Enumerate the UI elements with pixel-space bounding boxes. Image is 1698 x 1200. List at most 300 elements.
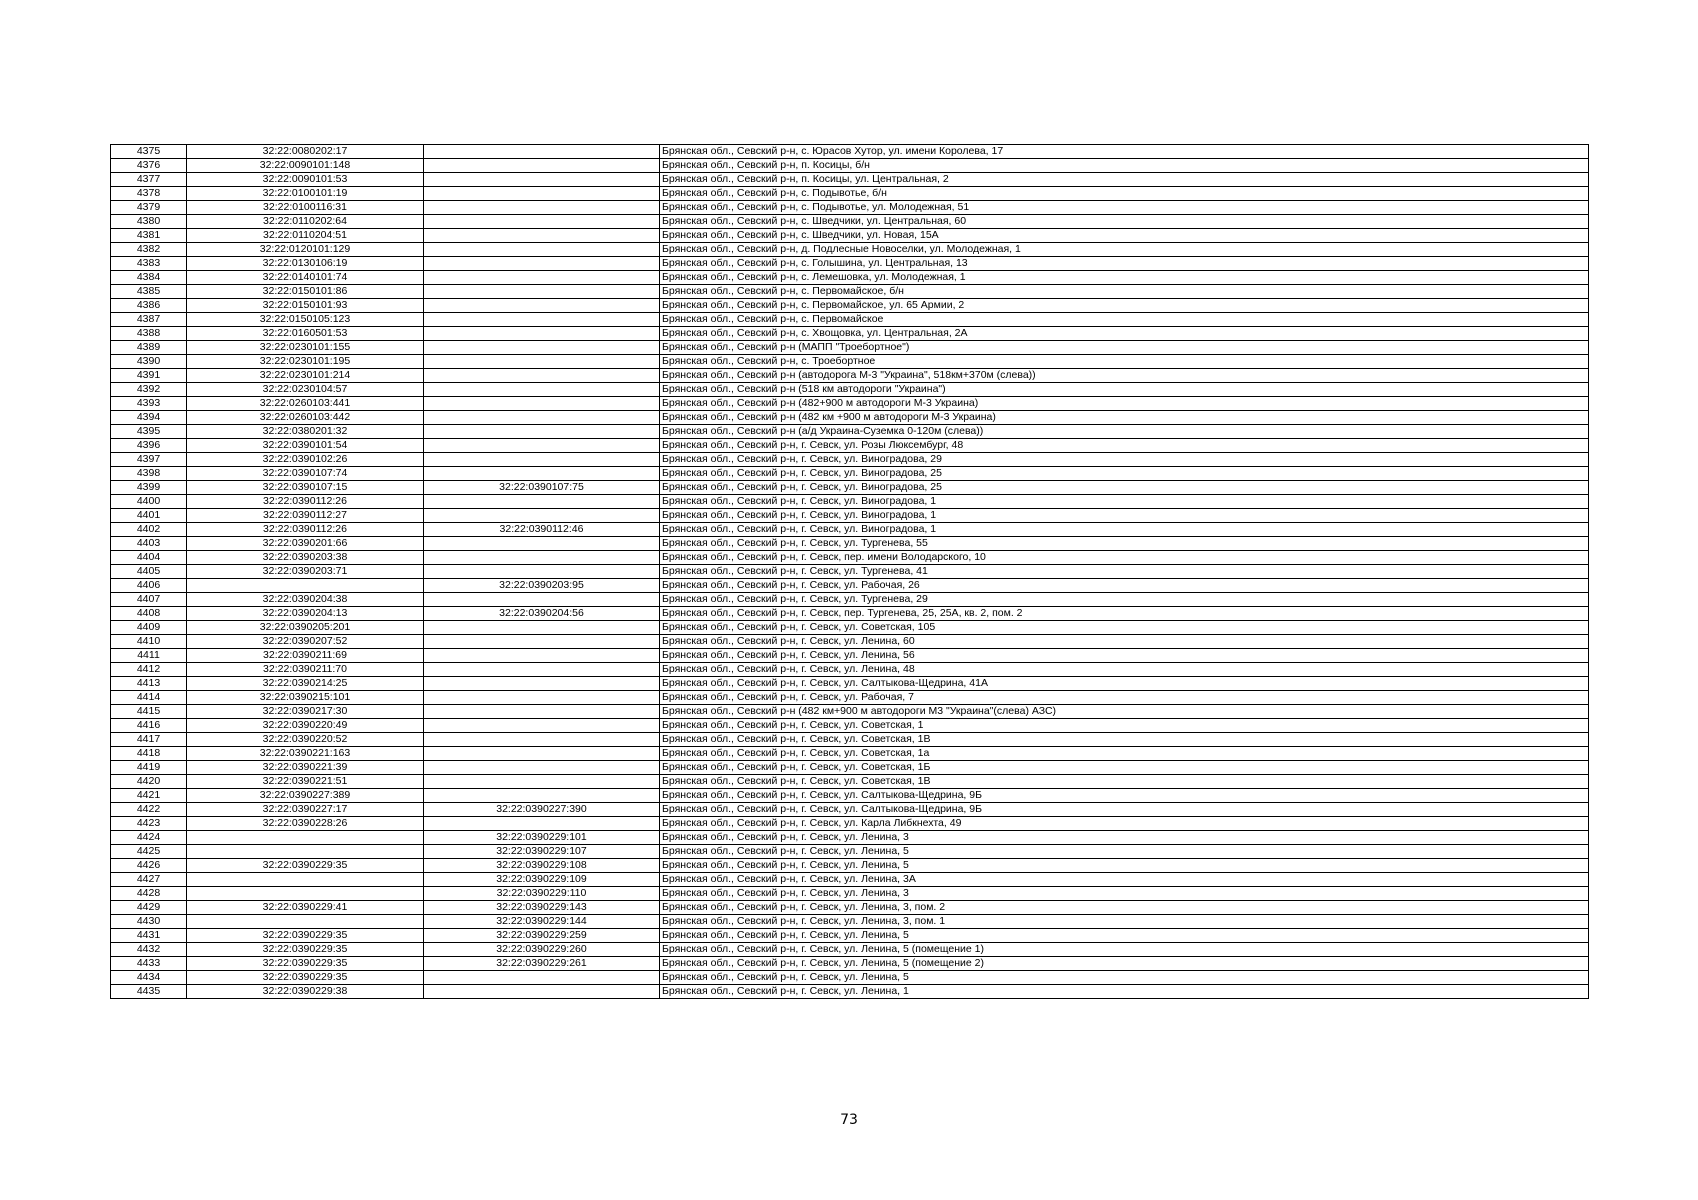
related-cadastral-number-cell xyxy=(424,159,660,173)
table-row xyxy=(111,355,1589,369)
table-row xyxy=(111,943,1589,957)
cadastral-number-cell: 32:22:0390203:38 xyxy=(187,551,424,565)
address-cell: Брянская обл., Севский р-н, с. Первомайское, ул. 65 Армии, 2 xyxy=(660,299,1589,313)
cadastral-number-cell: 32:22:0390229:35 xyxy=(187,971,424,985)
address-cell: Брянская обл., Севский р-н, с. Первомайское, б/н xyxy=(660,285,1589,299)
related-cadastral-number-cell: 32:22:0390229:110 xyxy=(424,887,660,901)
related-cadastral-number-cell: 32:22:0390203:95 xyxy=(424,579,660,593)
table-row xyxy=(111,243,1589,257)
address-cell: Брянская обл., Севский р-н, г. Севск, ул. Ленина, 48 xyxy=(660,663,1589,677)
related-cadastral-number-cell xyxy=(424,467,660,481)
address-cell: Брянская обл., Севский р-н, г. Севск, ул. Тургенева, 41 xyxy=(660,565,1589,579)
cadastral-number-cell: 32:22:0390229:35 xyxy=(187,859,424,873)
related-cadastral-number-cell: 32:22:0390229:109 xyxy=(424,873,660,887)
table-row xyxy=(111,845,1589,859)
related-cadastral-number-cell xyxy=(424,719,660,733)
related-cadastral-number-cell: 32:22:0390229:260 xyxy=(424,943,660,957)
row-number-cell: 4398 xyxy=(111,467,187,481)
address-cell: Брянская обл., Севский р-н, п. Косицы, б/н xyxy=(660,159,1589,173)
related-cadastral-number-cell xyxy=(424,187,660,201)
row-number-cell: 4426 xyxy=(111,859,187,873)
table-row xyxy=(111,411,1589,425)
cadastral-number-cell: 32:22:0110204:51 xyxy=(187,229,424,243)
row-number-cell: 4393 xyxy=(111,397,187,411)
row-number-cell: 4376 xyxy=(111,159,187,173)
table-row xyxy=(111,271,1589,285)
row-number-cell: 4408 xyxy=(111,607,187,621)
address-cell: Брянская обл., Севский р-н, г. Севск, ул. Карла Либкнехта, 49 xyxy=(660,817,1589,831)
cadastral-number-cell: 32:22:0390102:26 xyxy=(187,453,424,467)
cadastral-number-cell: 32:22:0390220:52 xyxy=(187,733,424,747)
address-cell: Брянская обл., Севский р-н, г. Севск, ул. Ленина, 5 (помещение 2) xyxy=(660,957,1589,971)
table-row xyxy=(111,929,1589,943)
related-cadastral-number-cell xyxy=(424,383,660,397)
table-row xyxy=(111,327,1589,341)
address-cell: Брянская обл., Севский р-н, г. Севск, ул. Виноградова, 25 xyxy=(660,481,1589,495)
address-cell: Брянская обл., Севский р-н, г. Севск, ул. Советская, 1Б xyxy=(660,761,1589,775)
cadastral-number-cell: 32:22:0230101:155 xyxy=(187,341,424,355)
row-number-cell: 4420 xyxy=(111,775,187,789)
table-row xyxy=(111,691,1589,705)
cadastral-number-cell: 32:22:0090101:148 xyxy=(187,159,424,173)
related-cadastral-number-cell xyxy=(424,173,660,187)
table-row xyxy=(111,887,1589,901)
row-number-cell: 4389 xyxy=(111,341,187,355)
row-number-cell: 4406 xyxy=(111,579,187,593)
table-row xyxy=(111,761,1589,775)
address-cell: Брянская обл., Севский р-н, г. Севск, ул. Советская, 1а xyxy=(660,747,1589,761)
address-cell: Брянская обл., Севский р-н, г. Севск, ул. Тургенева, 29 xyxy=(660,593,1589,607)
cadastral-number-cell: 32:22:0260103:442 xyxy=(187,411,424,425)
table-row xyxy=(111,257,1589,271)
related-cadastral-number-cell xyxy=(424,733,660,747)
related-cadastral-number-cell xyxy=(424,425,660,439)
cadastral-number-cell: 32:22:0390207:52 xyxy=(187,635,424,649)
address-cell: Брянская обл., Севский р-н, г. Севск, ул. Салтыкова-Щедрина, 9Б xyxy=(660,789,1589,803)
address-cell: Брянская обл., Севский р-н, г. Севск, ул. Советская, 1В xyxy=(660,733,1589,747)
row-number-cell: 4385 xyxy=(111,285,187,299)
address-cell: Брянская обл., Севский р-н, г. Севск, ул. Ленина, 5 xyxy=(660,971,1589,985)
row-number-cell: 4412 xyxy=(111,663,187,677)
address-cell: Брянская обл., Севский р-н (482 км +900 м автодороги М-3 Украина) xyxy=(660,411,1589,425)
related-cadastral-number-cell xyxy=(424,411,660,425)
table-row xyxy=(111,579,1589,593)
table-body xyxy=(111,145,1589,999)
cadastral-number-cell: 32:22:0390215:101 xyxy=(187,691,424,705)
row-number-cell: 4432 xyxy=(111,943,187,957)
address-cell: Брянская обл., Севский р-н, г. Севск, ул. Ленина, 3, пом. 2 xyxy=(660,901,1589,915)
address-cell: Брянская обл., Севский р-н, с. Лемешовка, ул. Молодежная, 1 xyxy=(660,271,1589,285)
related-cadastral-number-cell xyxy=(424,313,660,327)
row-number-cell: 4402 xyxy=(111,523,187,537)
cadastral-number-cell: 32:22:0160501:53 xyxy=(187,327,424,341)
related-cadastral-number-cell xyxy=(424,369,660,383)
cadastral-number-cell: 32:22:0390112:26 xyxy=(187,495,424,509)
address-cell: Брянская обл., Севский р-н, г. Севск, ул. Ленина, 3А xyxy=(660,873,1589,887)
row-number-cell: 4400 xyxy=(111,495,187,509)
table-row xyxy=(111,481,1589,495)
row-number-cell: 4415 xyxy=(111,705,187,719)
address-cell: Брянская обл., Севский р-н, г. Севск, ул. Советская, 105 xyxy=(660,621,1589,635)
address-cell: Брянская обл., Севский р-н, г. Севск, ул. Ленина, 3 xyxy=(660,831,1589,845)
row-number-cell: 4401 xyxy=(111,509,187,523)
table-row xyxy=(111,565,1589,579)
cadastral-number-cell: 32:22:0390205:201 xyxy=(187,621,424,635)
address-cell: Брянская обл., Севский р-н, г. Севск, ул. Виноградова, 1 xyxy=(660,495,1589,509)
related-cadastral-number-cell xyxy=(424,649,660,663)
related-cadastral-number-cell: 32:22:0390229:101 xyxy=(424,831,660,845)
cadastral-number-cell: 32:22:0390112:27 xyxy=(187,509,424,523)
address-cell: Брянская обл., Севский р-н (МАПП "Троебортное") xyxy=(660,341,1589,355)
row-number-cell: 4417 xyxy=(111,733,187,747)
table-row xyxy=(111,425,1589,439)
table-row xyxy=(111,299,1589,313)
table-row xyxy=(111,159,1589,173)
cadastral-number-cell: 32:22:0390211:69 xyxy=(187,649,424,663)
table-row xyxy=(111,187,1589,201)
row-number-cell: 4384 xyxy=(111,271,187,285)
table-row xyxy=(111,397,1589,411)
address-cell: Брянская обл., Севский р-н, г. Севск, ул. Ленина, 1 xyxy=(660,985,1589,999)
table-row xyxy=(111,635,1589,649)
address-cell: Брянская обл., Севский р-н, г. Севск, ул. Рабочая, 7 xyxy=(660,691,1589,705)
address-cell: Брянская обл., Севский р-н (автодорога М-3 "Украина", 518км+370м (слева)) xyxy=(660,369,1589,383)
cadastral-number-cell: 32:22:0390220:49 xyxy=(187,719,424,733)
cadastral-number-cell: 32:22:0390107:74 xyxy=(187,467,424,481)
cadastral-number-cell: 32:22:0150101:93 xyxy=(187,299,424,313)
table-row xyxy=(111,369,1589,383)
cadastral-number-cell: 32:22:0140101:74 xyxy=(187,271,424,285)
row-number-cell: 4435 xyxy=(111,985,187,999)
table-row xyxy=(111,677,1589,691)
cadastral-number-cell: 32:22:0390201:66 xyxy=(187,537,424,551)
cadastral-number-cell: 32:22:0390229:35 xyxy=(187,929,424,943)
row-number-cell: 4379 xyxy=(111,201,187,215)
cadastral-number-cell: 32:22:0390228:26 xyxy=(187,817,424,831)
related-cadastral-number-cell xyxy=(424,495,660,509)
cadastral-number-cell: 32:22:0390227:389 xyxy=(187,789,424,803)
cadastral-number-cell: 32:22:0390204:13 xyxy=(187,607,424,621)
address-cell: Брянская обл., Севский р-н, г. Севск, ул. Виноградова, 1 xyxy=(660,509,1589,523)
row-number-cell: 4390 xyxy=(111,355,187,369)
row-number-cell: 4403 xyxy=(111,537,187,551)
address-cell: Брянская обл., Севский р-н, г. Севск, ул. Ленина, 5 xyxy=(660,859,1589,873)
row-number-cell: 4409 xyxy=(111,621,187,635)
address-cell: Брянская обл., Севский р-н, с. Шведчики, ул. Новая, 15А xyxy=(660,229,1589,243)
row-number-cell: 4377 xyxy=(111,173,187,187)
related-cadastral-number-cell xyxy=(424,565,660,579)
cadastral-number-cell: 32:22:0390229:41 xyxy=(187,901,424,915)
row-number-cell: 4431 xyxy=(111,929,187,943)
address-cell: Брянская обл., Севский р-н (а/д Украина-Суземка 0-120м (слева)) xyxy=(660,425,1589,439)
table-row xyxy=(111,831,1589,845)
address-cell: Брянская обл., Севский р-н, д. Подлесные Новоселки, ул. Молодежная, 1 xyxy=(660,243,1589,257)
table-row xyxy=(111,495,1589,509)
row-number-cell: 4410 xyxy=(111,635,187,649)
row-number-cell: 4424 xyxy=(111,831,187,845)
row-number-cell: 4381 xyxy=(111,229,187,243)
address-cell: Брянская обл., Севский р-н, п. Косицы, ул. Центральная, 2 xyxy=(660,173,1589,187)
related-cadastral-number-cell: 32:22:0390107:75 xyxy=(424,481,660,495)
cadastral-number-cell: 32:22:0380201:32 xyxy=(187,425,424,439)
row-number-cell: 4383 xyxy=(111,257,187,271)
cadastral-number-cell: 32:22:0390101:54 xyxy=(187,439,424,453)
related-cadastral-number-cell xyxy=(424,397,660,411)
row-number-cell: 4387 xyxy=(111,313,187,327)
related-cadastral-number-cell: 32:22:0390229:108 xyxy=(424,859,660,873)
cadastral-number-cell: 32:22:0390211:70 xyxy=(187,663,424,677)
address-cell: Брянская обл., Севский р-н, г. Севск, ул. Ленина, 3, пом. 1 xyxy=(660,915,1589,929)
row-number-cell: 4434 xyxy=(111,971,187,985)
row-number-cell: 4423 xyxy=(111,817,187,831)
table-row xyxy=(111,509,1589,523)
related-cadastral-number-cell xyxy=(424,299,660,313)
page-number: 73 xyxy=(840,1112,858,1128)
row-number-cell: 4416 xyxy=(111,719,187,733)
cadastral-number-cell: 32:22:0230101:214 xyxy=(187,369,424,383)
address-cell: Брянская обл., Севский р-н, с. Первомайское xyxy=(660,313,1589,327)
related-cadastral-number-cell xyxy=(424,621,660,635)
table-row xyxy=(111,215,1589,229)
address-cell: Брянская обл., Севский р-н (482 км+900 м автодороги М3 "Украина"(слева) АЗС) xyxy=(660,705,1589,719)
cadastral-number-cell xyxy=(187,579,424,593)
table-row xyxy=(111,523,1589,537)
table-row xyxy=(111,607,1589,621)
table-row xyxy=(111,383,1589,397)
cadastral-number-cell xyxy=(187,887,424,901)
related-cadastral-number-cell xyxy=(424,551,660,565)
related-cadastral-number-cell xyxy=(424,341,660,355)
cadastral-number-cell: 32:22:0110202:64 xyxy=(187,215,424,229)
table-row xyxy=(111,803,1589,817)
row-number-cell: 4375 xyxy=(111,145,187,159)
cadastral-number-cell xyxy=(187,915,424,929)
address-cell: Брянская обл., Севский р-н, г. Севск, ул. Рабочая, 26 xyxy=(660,579,1589,593)
row-number-cell: 4386 xyxy=(111,299,187,313)
row-number-cell: 4395 xyxy=(111,425,187,439)
address-cell: Брянская обл., Севский р-н (518 км автодороги "Украина") xyxy=(660,383,1589,397)
address-cell: Брянская обл., Севский р-н, г. Севск, ул. Советская, 1 xyxy=(660,719,1589,733)
address-cell: Брянская обл., Севский р-н, г. Севск, ул. Салтыкова-Щедрина, 41А xyxy=(660,677,1589,691)
related-cadastral-number-cell xyxy=(424,355,660,369)
address-cell: Брянская обл., Севский р-н, г. Севск, ул. Тургенева, 55 xyxy=(660,537,1589,551)
row-number-cell: 4429 xyxy=(111,901,187,915)
row-number-cell: 4433 xyxy=(111,957,187,971)
cadastral-number-cell: 32:22:0390229:35 xyxy=(187,957,424,971)
row-number-cell: 4396 xyxy=(111,439,187,453)
related-cadastral-number-cell xyxy=(424,537,660,551)
table-row xyxy=(111,747,1589,761)
address-cell: Брянская обл., Севский р-н, с. Троебортное xyxy=(660,355,1589,369)
table-row xyxy=(111,145,1589,159)
address-cell: Брянская обл., Севский р-н, г. Севск, ул. Ленина, 5 (помещение 1) xyxy=(660,943,1589,957)
row-number-cell: 4399 xyxy=(111,481,187,495)
table-row xyxy=(111,173,1589,187)
table-row xyxy=(111,313,1589,327)
related-cadastral-number-cell xyxy=(424,971,660,985)
address-cell: Брянская обл., Севский р-н, г. Севск, ул. Виноградова, 29 xyxy=(660,453,1589,467)
table-row xyxy=(111,789,1589,803)
row-number-cell: 4388 xyxy=(111,327,187,341)
cadastral-number-cell: 32:22:0390217:30 xyxy=(187,705,424,719)
row-number-cell: 4427 xyxy=(111,873,187,887)
related-cadastral-number-cell: 32:22:0390229:261 xyxy=(424,957,660,971)
cadastral-number-cell: 32:22:0100101:19 xyxy=(187,187,424,201)
row-number-cell: 4425 xyxy=(111,845,187,859)
related-cadastral-number-cell: 32:22:0390112:46 xyxy=(424,523,660,537)
row-number-cell: 4428 xyxy=(111,887,187,901)
table-row xyxy=(111,985,1589,999)
address-cell: Брянская обл., Севский р-н, г. Севск, ул. Ленина, 5 xyxy=(660,929,1589,943)
cadastral-number-cell: 32:22:0390214:25 xyxy=(187,677,424,691)
related-cadastral-number-cell xyxy=(424,271,660,285)
row-number-cell: 4382 xyxy=(111,243,187,257)
row-number-cell: 4430 xyxy=(111,915,187,929)
cadastral-number-cell: 32:22:0260103:441 xyxy=(187,397,424,411)
cadastral-number-cell: 32:22:0080202:17 xyxy=(187,145,424,159)
row-number-cell: 4391 xyxy=(111,369,187,383)
row-number-cell: 4378 xyxy=(111,187,187,201)
cadastral-number-cell xyxy=(187,845,424,859)
table-row xyxy=(111,453,1589,467)
related-cadastral-number-cell xyxy=(424,285,660,299)
row-number-cell: 4407 xyxy=(111,593,187,607)
table-row xyxy=(111,859,1589,873)
address-cell: Брянская обл., Севский р-н, с. Шведчики, ул. Центральная, 60 xyxy=(660,215,1589,229)
cadastral-number-cell: 32:22:0150101:86 xyxy=(187,285,424,299)
related-cadastral-number-cell xyxy=(424,789,660,803)
cadastral-number-cell: 32:22:0390227:17 xyxy=(187,803,424,817)
row-number-cell: 4411 xyxy=(111,649,187,663)
table-row xyxy=(111,621,1589,635)
related-cadastral-number-cell: 32:22:0390227:390 xyxy=(424,803,660,817)
cadastral-number-cell: 32:22:0390107:15 xyxy=(187,481,424,495)
related-cadastral-number-cell xyxy=(424,243,660,257)
cadastral-number-cell: 32:22:0390203:71 xyxy=(187,565,424,579)
table-row xyxy=(111,341,1589,355)
table-row xyxy=(111,719,1589,733)
related-cadastral-number-cell xyxy=(424,691,660,705)
related-cadastral-number-cell xyxy=(424,775,660,789)
cadastral-number-cell: 32:22:0390221:51 xyxy=(187,775,424,789)
cadastral-number-cell: 32:22:0230101:195 xyxy=(187,355,424,369)
cadastral-number-cell: 32:22:0090101:53 xyxy=(187,173,424,187)
related-cadastral-number-cell: 32:22:0390229:107 xyxy=(424,845,660,859)
related-cadastral-number-cell xyxy=(424,201,660,215)
table-row xyxy=(111,439,1589,453)
related-cadastral-number-cell xyxy=(424,509,660,523)
related-cadastral-number-cell xyxy=(424,439,660,453)
related-cadastral-number-cell xyxy=(424,257,660,271)
table-row xyxy=(111,915,1589,929)
table-row xyxy=(111,817,1589,831)
cadastral-number-cell xyxy=(187,873,424,887)
row-number-cell: 4418 xyxy=(111,747,187,761)
cadastral-number-cell: 32:22:0100116:31 xyxy=(187,201,424,215)
related-cadastral-number-cell xyxy=(424,761,660,775)
row-number-cell: 4413 xyxy=(111,677,187,691)
address-cell: Брянская обл., Севский р-н, г. Севск, ул. Ленина, 3 xyxy=(660,887,1589,901)
related-cadastral-number-cell xyxy=(424,327,660,341)
table-row xyxy=(111,775,1589,789)
table-row xyxy=(111,971,1589,985)
related-cadastral-number-cell xyxy=(424,985,660,999)
related-cadastral-number-cell xyxy=(424,145,660,159)
address-cell: Брянская обл., Севский р-н (482+900 м автодороги М-3 Украина) xyxy=(660,397,1589,411)
table-row xyxy=(111,957,1589,971)
related-cadastral-number-cell xyxy=(424,635,660,649)
table-row xyxy=(111,537,1589,551)
row-number-cell: 4404 xyxy=(111,551,187,565)
related-cadastral-number-cell: 32:22:0390204:56 xyxy=(424,607,660,621)
cadastral-number-cell: 32:22:0150105:123 xyxy=(187,313,424,327)
table-row xyxy=(111,229,1589,243)
row-number-cell: 4419 xyxy=(111,761,187,775)
address-cell: Брянская обл., Севский р-н, г. Севск, ул. Виноградова, 25 xyxy=(660,467,1589,481)
address-cell: Брянская обл., Севский р-н, с. Голышина, ул. Центральная, 13 xyxy=(660,257,1589,271)
cadastral-number-cell: 32:22:0130106:19 xyxy=(187,257,424,271)
related-cadastral-number-cell xyxy=(424,593,660,607)
row-number-cell: 4392 xyxy=(111,383,187,397)
address-cell: Брянская обл., Севский р-н, г. Севск, ул. Розы Люксембург, 48 xyxy=(660,439,1589,453)
address-cell: Брянская обл., Севский р-н, с. Хвощовка, ул. Центральная, 2А xyxy=(660,327,1589,341)
related-cadastral-number-cell xyxy=(424,677,660,691)
address-cell: Брянская обл., Севский р-н, г. Севск, ул. Салтыкова-Щедрина, 9Б xyxy=(660,803,1589,817)
row-number-cell: 4405 xyxy=(111,565,187,579)
cadastral-number-cell: 32:22:0120101:129 xyxy=(187,243,424,257)
cadastral-number-cell: 32:22:0390229:35 xyxy=(187,943,424,957)
related-cadastral-number-cell: 32:22:0390229:259 xyxy=(424,929,660,943)
table-row xyxy=(111,649,1589,663)
table-row xyxy=(111,593,1589,607)
table-row xyxy=(111,901,1589,915)
table-row xyxy=(111,551,1589,565)
table-row xyxy=(111,705,1589,719)
address-cell: Брянская обл., Севский р-н, г. Севск, ул. Ленина, 5 xyxy=(660,845,1589,859)
related-cadastral-number-cell xyxy=(424,663,660,677)
related-cadastral-number-cell: 32:22:0390229:144 xyxy=(424,915,660,929)
related-cadastral-number-cell xyxy=(424,817,660,831)
address-cell: Брянская обл., Севский р-н, г. Севск, ул. Ленина, 56 xyxy=(660,649,1589,663)
address-cell: Брянская обл., Севский р-н, с. Юрасов Хутор, ул. имени Королева, 17 xyxy=(660,145,1589,159)
address-cell: Брянская обл., Севский р-н, г. Севск, пер. Тургенева, 25, 25А, кв. 2, пом. 2 xyxy=(660,607,1589,621)
address-cell: Брянская обл., Севский р-н, г. Севск, ул. Ленина, 60 xyxy=(660,635,1589,649)
data-table xyxy=(110,144,1589,999)
address-cell: Брянская обл., Севский р-н, с. Подывотье, б/н xyxy=(660,187,1589,201)
related-cadastral-number-cell xyxy=(424,229,660,243)
row-number-cell: 4422 xyxy=(111,803,187,817)
cadastral-number-cell xyxy=(187,831,424,845)
related-cadastral-number-cell xyxy=(424,453,660,467)
related-cadastral-number-cell xyxy=(424,215,660,229)
related-cadastral-number-cell xyxy=(424,747,660,761)
table-row xyxy=(111,285,1589,299)
cadastral-number-cell: 32:22:0390229:38 xyxy=(187,985,424,999)
row-number-cell: 4380 xyxy=(111,215,187,229)
row-number-cell: 4397 xyxy=(111,453,187,467)
row-number-cell: 4414 xyxy=(111,691,187,705)
row-number-cell: 4394 xyxy=(111,411,187,425)
cadastral-number-cell: 32:22:0230104:57 xyxy=(187,383,424,397)
address-cell: Брянская обл., Севский р-н, г. Севск, ул. Советская, 1В xyxy=(660,775,1589,789)
table-row xyxy=(111,201,1589,215)
address-cell: Брянская обл., Севский р-н, с. Подывотье, ул. Молодежная, 51 xyxy=(660,201,1589,215)
related-cadastral-number-cell xyxy=(424,705,660,719)
table-row xyxy=(111,733,1589,747)
related-cadastral-number-cell: 32:22:0390229:143 xyxy=(424,901,660,915)
table-row xyxy=(111,663,1589,677)
address-cell: Брянская обл., Севский р-н, г. Севск, ул. Виноградова, 1 xyxy=(660,523,1589,537)
